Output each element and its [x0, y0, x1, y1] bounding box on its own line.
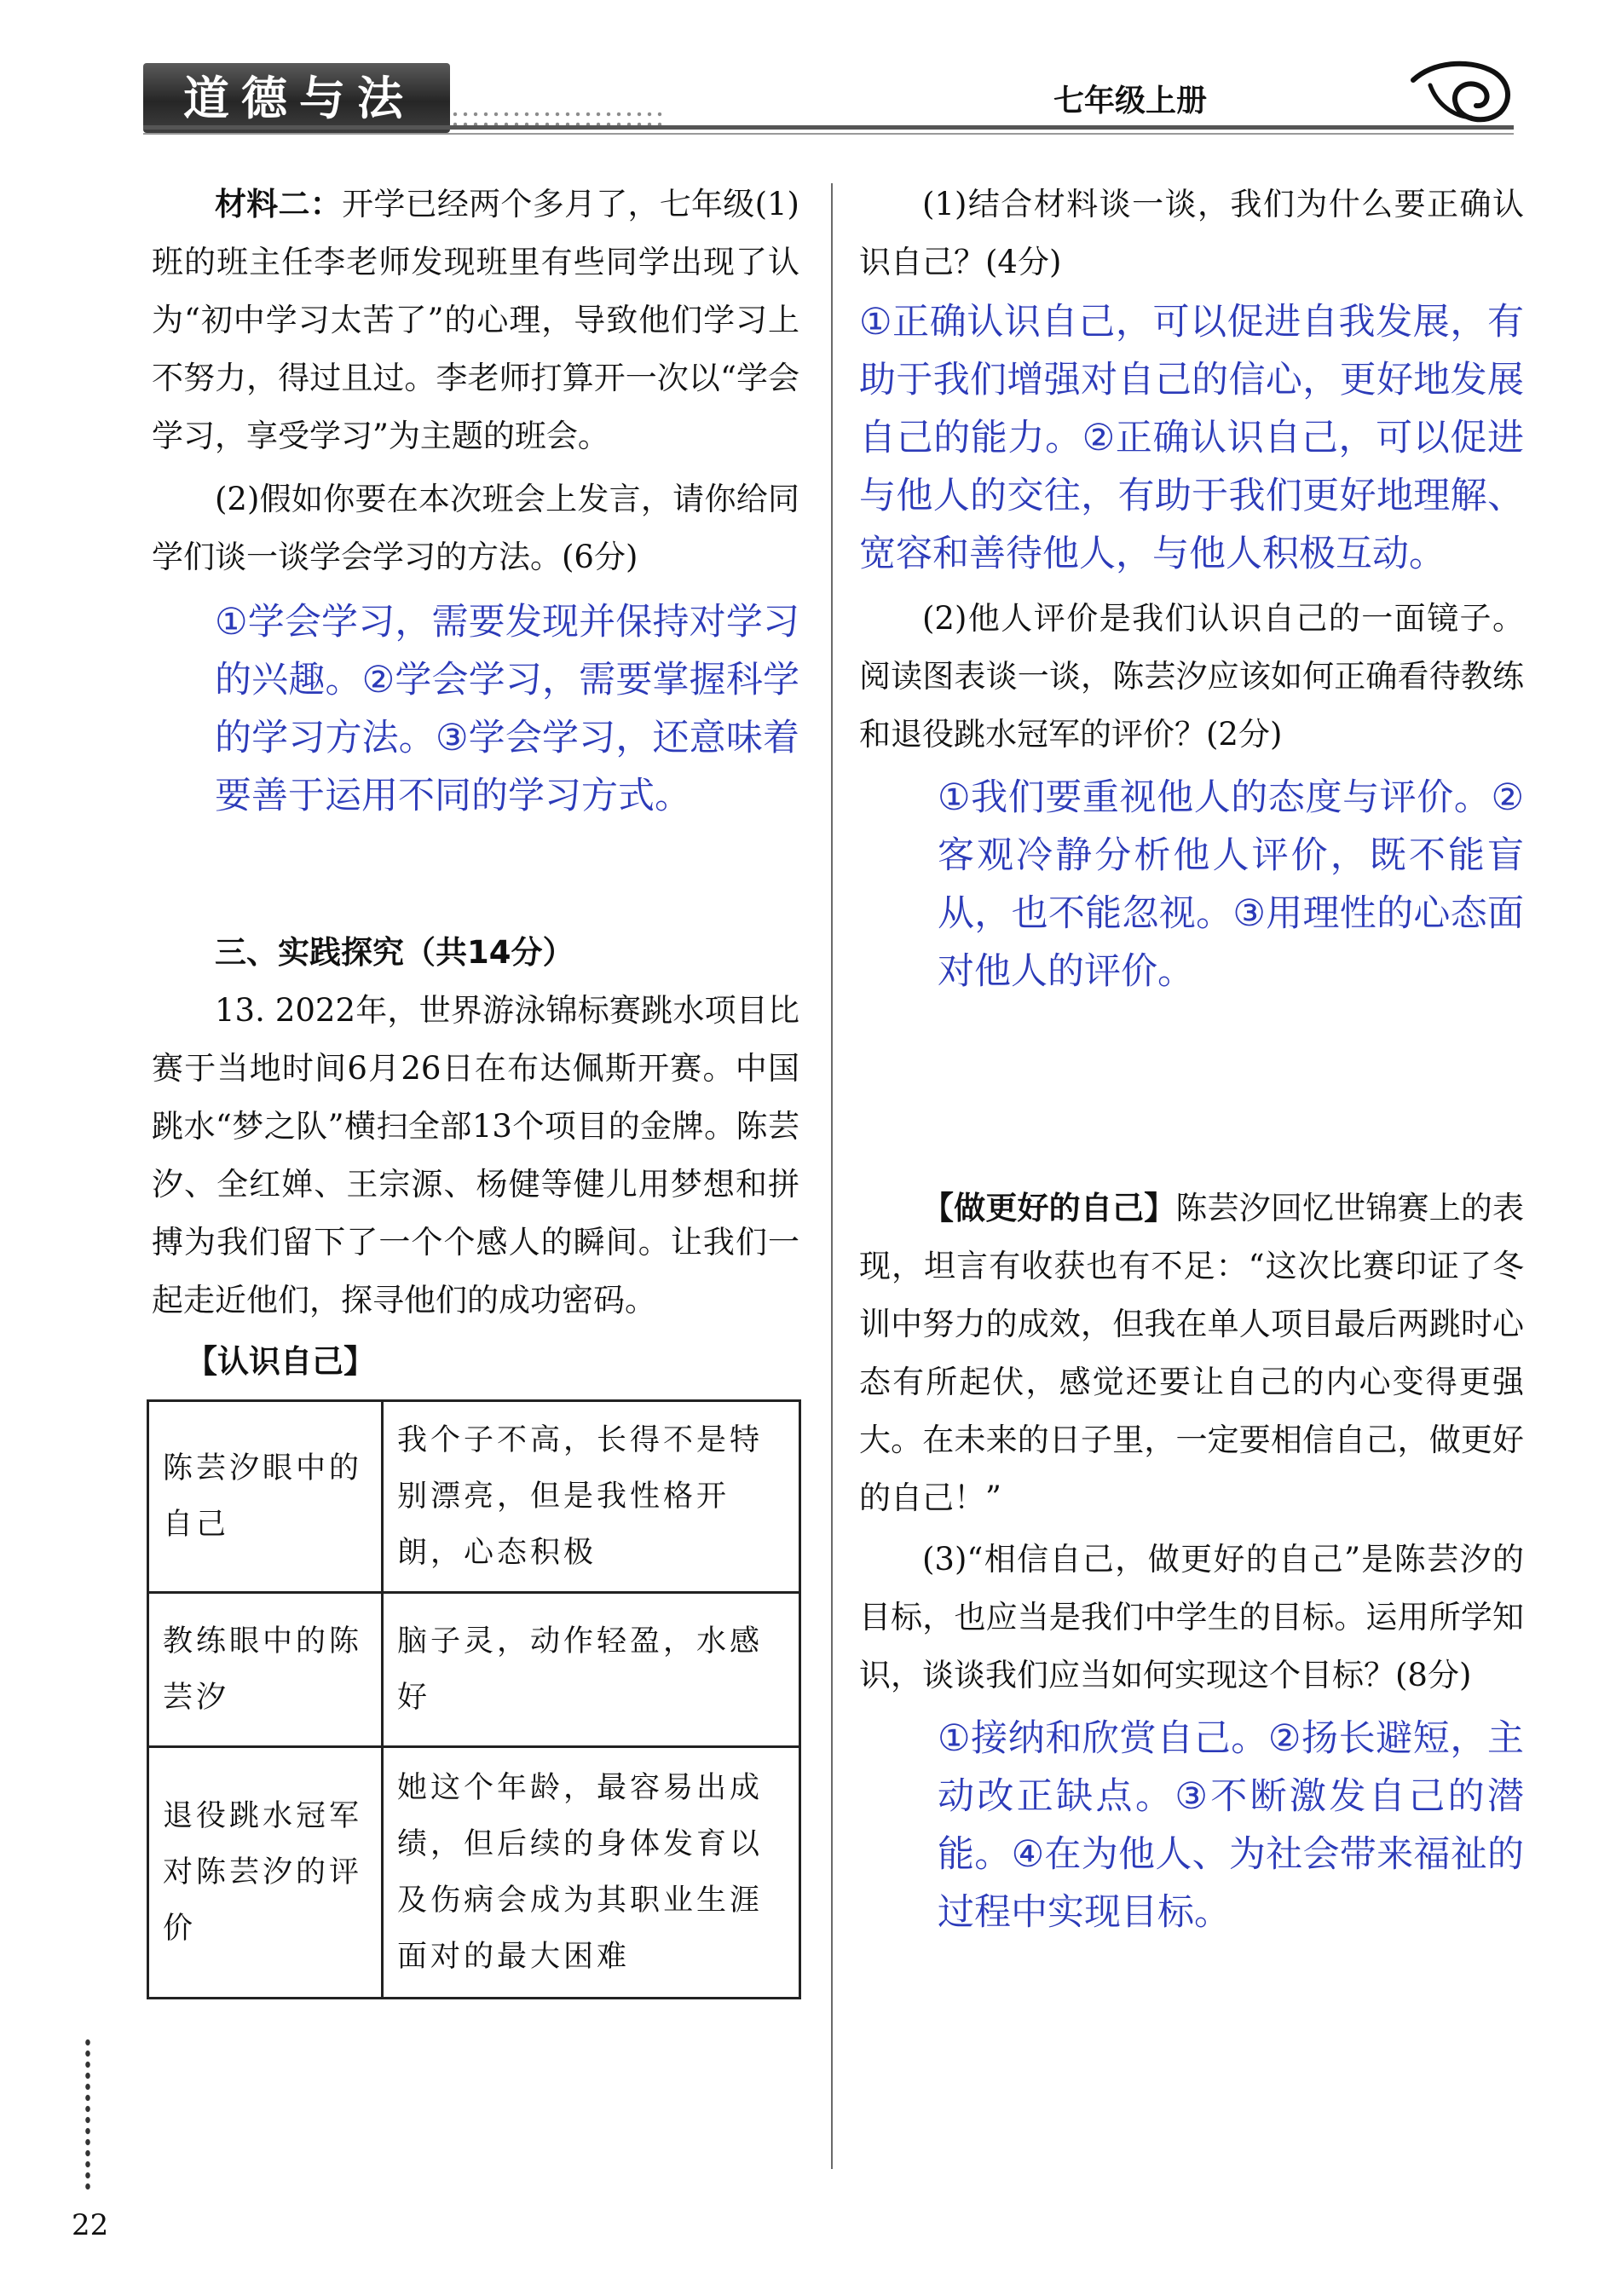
question-13: 13. 2022年，世界游泳锦标赛跳水项目比赛于当地时间6月26日在布达佩斯开赛。中国跳水“梦之队”横扫全部13个项目的金牌。陈芸汐、全红婵、王宗源、杨健等健儿用梦想和拼搏为我们留下了一个个感人的瞬间。让我们一起走近他们，探寻他们的成功密码。: [152, 992, 799, 1318]
column-divider: [831, 183, 833, 2169]
table-row-label: 退役跳水冠军对陈芸汐的评价: [148, 1747, 383, 1999]
question-2-right: (2)他人评价是我们认识自己的一面镜子。阅读图表谈一谈，陈芸汐应该如何正确看待教练和退役跳水冠军的评价？(2分): [859, 600, 1524, 753]
spacer: [859, 1001, 1524, 1180]
table-row-content: 她这个年龄，最容易出成绩，但后续的身体发育以及伤病会成为其职业生涯面对的最大困难: [383, 1747, 800, 1999]
question-2-left: (2)假如你要在本次班会上发言，请你给同学们谈一谈学会学习的方法。(6分): [152, 481, 799, 575]
table-row-label: 教练眼中的陈芸汐: [148, 1593, 383, 1747]
question-1-right: (1)结合材料谈一谈，我们为什么要正确认识自己？(4分): [859, 186, 1524, 280]
table-title: 【认识自己】: [186, 1343, 375, 1380]
material-two-label: 材料二：: [215, 186, 343, 222]
right-column: [859, 176, 1524, 1941]
self-knowledge-table: [147, 1399, 801, 1999]
better-self-text: 陈芸汐回忆世锦赛上的表现，坦言有收获也有不足：“这次比赛印证了冬训中努力的成效，但我在单人项目最后两跳时心态有所起伏，感觉还要让自己的内心变得更强大。在未来的日子里，一定要相信自己，做更好的自己！”: [859, 1190, 1525, 1516]
answer-1-right: ①正确认识自己，可以促进自我发展，有助于我们增强对自己的信心，更好地发展自己的能力。②正确认识自己，可以促进与他人的交往，有助于我们更好地理解、宽容和善待他人，与他人积极互动。: [859, 301, 1524, 575]
subject-title: 道德与法治: [183, 72, 415, 193]
header-rule: [143, 125, 1514, 130]
material-two-text: 开学已经两个多月了，七年级(1)班的班主任李老师发现班里有些同学出现了认为“初中学习太苦了”的心理，导致他们学习上不努力，得过且过。李老师打算开一次以“学会学习，享受学习”为主题的班会。: [152, 186, 799, 454]
grade-label: 七年级上册: [1053, 84, 1207, 118]
page-header: [0, 0, 1616, 193]
table-row-label: 陈芸汐眼中的自己: [148, 1401, 383, 1593]
better-self-material: [859, 1180, 1524, 1527]
section-heading: 三、实践探究（共14分）: [215, 934, 574, 971]
table-row: [148, 1401, 800, 1593]
footer-dot-column: [84, 2037, 92, 2190]
table-row: [148, 1747, 800, 1999]
better-self-label: 【做更好的自己】: [922, 1190, 1176, 1226]
question-3-right: (3)“相信自己，做更好的自己”是陈芸汐的目标，也应当是我们中学生的目标。运用所学知识，谈谈我们应当如何实现这个目标？(8分): [859, 1541, 1524, 1693]
answer-2-right: ①我们要重视他人的态度与评价。②客观冷静分析他人评价，既不能盲从，也不能忽视。③用理性的心态面对他人的评价。: [938, 776, 1524, 993]
table-row: [148, 1593, 800, 1747]
header-rule-thin: [143, 133, 1514, 135]
material-two: [152, 176, 799, 465]
table-row-content: 我个子不高，长得不是特别漂亮，但是我性格开朗，心态积极: [383, 1401, 800, 1593]
table-row-content: 脑子灵，动作轻盈，水感好: [383, 1593, 800, 1747]
answer-3-right: ①接纳和欣赏自己。②扬长避短，主动改正缺点。③不断激发自己的潜能。④在为他人、为社会带来福祉的过程中实现目标。: [938, 1717, 1524, 1934]
left-column: [152, 176, 799, 1999]
answer-2-left: ①学会学习，需要发现并保持对学习的兴趣。②学会学习，需要掌握科学的学习方法。③学会学习，还意味着要善于运用不同的学习方式。: [215, 601, 799, 817]
page-number: 22: [72, 2208, 109, 2242]
swirl-logo-icon: [1408, 55, 1521, 126]
